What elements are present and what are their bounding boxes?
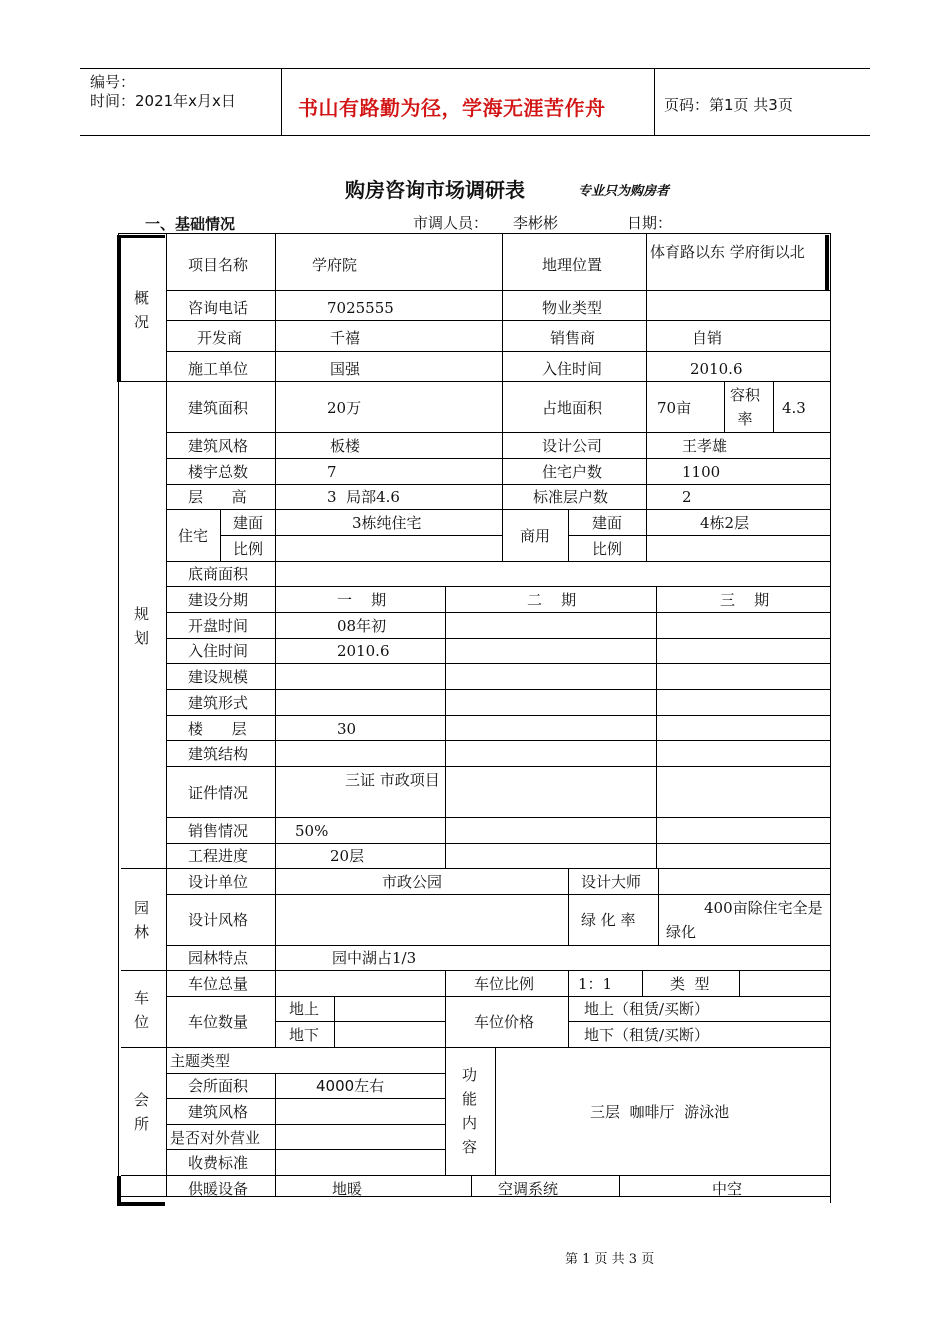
launch-label: 开盘时间 [188, 617, 249, 635]
document-number-label: 编号： [90, 73, 136, 91]
design-unit-value: 市政公园 [382, 873, 443, 891]
far-value: 4.3 [782, 399, 806, 417]
form-label: 建筑形式 [188, 694, 249, 712]
sales-phase-1: 50% [295, 822, 329, 840]
com-ratio-label: 比例 [592, 540, 623, 558]
households-label: 住宅户数 [542, 463, 603, 481]
surveyor-name: 李彬彬 [513, 214, 559, 232]
launch-phase-1: 08年初 [337, 617, 387, 635]
progress-phase-1: 20层 [330, 847, 365, 865]
seller-label: 销售商 [550, 329, 596, 347]
heating-value: 地暖 [332, 1180, 363, 1198]
parking-below-price: 地下（租赁/买断） [584, 1026, 710, 1044]
commercial-label: 商用 [520, 527, 551, 545]
footer-page-number: 第 1 页 共 3 页 [565, 1252, 655, 1267]
com-area-value: 4栋2层 [700, 514, 750, 532]
far-label: 容积率 [729, 386, 760, 428]
res-ratio-label: 比例 [233, 540, 264, 558]
developer-value: 千禧 [330, 329, 361, 347]
sales-label: 销售情况 [188, 822, 249, 840]
green-rate-label: 绿 化 率 [581, 911, 636, 929]
total-buildings-label: 楼宇总数 [188, 463, 249, 481]
land-area-value: 70亩 [657, 399, 692, 417]
progress-label: 工程进度 [188, 847, 249, 865]
green-rate-value: 400亩除住宅全是绿化 [666, 899, 823, 941]
club-public-label: 是否对外营业 [170, 1129, 261, 1147]
design-company-value: 王孝雄 [682, 437, 728, 455]
parking-ratio-label: 车位比例 [474, 975, 535, 993]
total-buildings-value: 7 [327, 463, 337, 481]
surveyor-label: 市调人员： [413, 214, 489, 232]
page-subtitle: 专业只为购房者 [578, 184, 670, 199]
scale-label: 建设规模 [188, 668, 249, 686]
building-area-value: 20万 [327, 399, 362, 417]
project-name-value: 学府院 [312, 256, 358, 274]
developer-label: 开发商 [197, 329, 243, 347]
movein-phase-1: 2010.6 [337, 642, 390, 660]
land-area-label: 占地面积 [542, 399, 603, 417]
club-area-label: 会所面积 [188, 1077, 249, 1095]
com-area-label: 建面 [592, 514, 623, 532]
document-time: 时间：2021年x月x日 [90, 92, 236, 110]
residential-label: 住宅 [178, 527, 209, 545]
phone-label: 咨询电话 [188, 299, 249, 317]
movein-label: 入住时间 [188, 642, 249, 660]
header-motto: 书山有路勤为径，学海无涯苦作舟 [298, 96, 606, 120]
res-area-value: 3栋纯住宅 [352, 514, 422, 532]
location-value: 体育路以东 学府街以北 [650, 243, 805, 261]
floors-label: 层 高 [188, 488, 247, 506]
move-in-label: 入住时间 [542, 360, 603, 378]
section-overview: 概况 [134, 289, 150, 331]
constructor-value: 国强 [330, 360, 361, 378]
parking-ratio-value: 1：1 [578, 975, 613, 993]
page-indicator: 页码：第1页 共3页 [664, 96, 793, 114]
base-shop-label: 底商面积 [188, 565, 249, 583]
parking-above-label: 地上 [289, 1000, 320, 1018]
phase-1: 一 期 [337, 591, 387, 609]
parking-price-label: 车位价格 [474, 1013, 535, 1031]
parking-type-label: 类 型 [670, 975, 710, 993]
ac-label: 空调系统 [498, 1180, 559, 1198]
cert-phase-1: 三证 市政项目 [345, 771, 440, 789]
std-floor-households-value: 2 [682, 488, 692, 506]
phone-value: 7025555 [327, 299, 394, 317]
section-garden: 园林 [134, 899, 150, 941]
phase-2: 二 期 [527, 591, 577, 609]
project-name-label: 项目名称 [188, 256, 249, 274]
club-area-value: 4000左右 [316, 1077, 385, 1095]
parking-above-price: 地上（租赁/买断） [584, 1000, 710, 1018]
design-style-label: 设计风格 [188, 911, 249, 929]
floors-value: 3 局部4.6 [327, 488, 400, 506]
date-label: 日期： [627, 214, 673, 232]
floor-count-phase-1: 30 [337, 720, 357, 738]
res-area-label: 建面 [233, 514, 264, 532]
club-function-label: 功能内容 [462, 1066, 478, 1156]
cert-label: 证件情况 [188, 784, 249, 802]
heating-label: 供暖设备 [188, 1180, 249, 1198]
parking-count-label: 车位数量 [188, 1013, 249, 1031]
structure-label: 建筑结构 [188, 745, 249, 763]
design-company-label: 设计公司 [542, 437, 603, 455]
page-title: 购房咨询市场调研表 [345, 178, 525, 202]
club-fee-label: 收费标准 [188, 1154, 249, 1172]
club-function-value: 三层 咖啡厅 游泳池 [590, 1103, 730, 1121]
section-club: 会所 [134, 1091, 150, 1133]
location-label: 地理位置 [542, 256, 603, 274]
club-style-label: 建筑风格 [188, 1103, 249, 1121]
phases-label: 建设分期 [188, 591, 249, 609]
move-in-value: 2010.6 [690, 360, 743, 378]
club-theme-label: 主题类型 [170, 1052, 231, 1070]
style-label: 建筑风格 [188, 437, 249, 455]
feature-value: 园中湖占1/3 [332, 949, 417, 967]
ac-value: 中空 [712, 1180, 743, 1198]
design-unit-label: 设计单位 [188, 873, 249, 891]
style-value: 板楼 [330, 437, 361, 455]
constructor-label: 施工单位 [188, 360, 249, 378]
parking-below-label: 地下 [289, 1026, 320, 1044]
designer-label: 设计大师 [581, 873, 642, 891]
section-parking: 车位 [134, 989, 150, 1031]
floor-count-label: 楼 层 [188, 720, 247, 738]
building-area-label: 建筑面积 [188, 399, 249, 417]
section-heading: 一、基础情况 [145, 215, 236, 233]
std-floor-households-label: 标准层户数 [533, 488, 609, 506]
seller-value: 自销 [692, 329, 723, 347]
parking-total-label: 车位总量 [188, 975, 249, 993]
phase-3: 三 期 [720, 591, 770, 609]
property-type-label: 物业类型 [542, 299, 603, 317]
section-planning: 规划 [134, 605, 150, 647]
feature-label: 园林特点 [188, 949, 249, 967]
households-value: 1100 [682, 463, 721, 481]
